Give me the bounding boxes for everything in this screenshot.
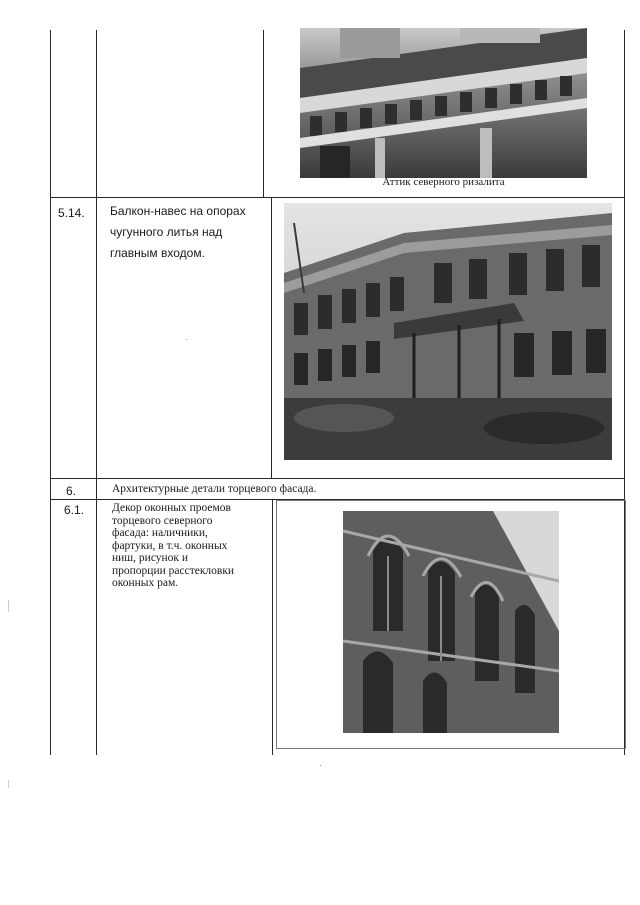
column-divider-1: [96, 30, 97, 755]
balcony-facade-photo: [284, 203, 612, 460]
table-border-right: [624, 30, 625, 198]
window-decor-line-5: ниш, рисунок и: [112, 552, 189, 564]
table-border-left: [50, 30, 51, 755]
table-border-right-b: [624, 198, 625, 478]
balcony-description: [110, 201, 266, 264]
window-decor-line-2: торцевого северного: [112, 514, 213, 527]
scan-speck: [320, 765, 321, 766]
window-decor-line-6: пропорции расстекловки: [112, 564, 235, 577]
window-decor-line-1: Декор оконных проемов: [112, 502, 231, 514]
scan-speck: [8, 600, 9, 612]
window-decor-line-4: фартуки, в т.ч. оконных: [112, 539, 228, 552]
row-number-6: 6.: [66, 484, 77, 498]
attic-photo: [300, 28, 587, 178]
row-divider-1: [50, 197, 625, 198]
window-decor-line-7: оконных рам.: [112, 577, 179, 589]
table-border-right-c: [624, 478, 625, 499]
row-number-6-1: 6.1.: [64, 503, 85, 517]
window-decor-line-3: фасада: наличники,: [112, 527, 208, 539]
row-number-5-14: 5.14.: [58, 206, 85, 220]
column-divider-2c: [272, 499, 273, 755]
balcony-description-line-3: главным входом.: [110, 246, 205, 260]
row-divider-2: [50, 478, 625, 479]
column-divider-2: [263, 30, 264, 198]
section-6-title: Архитектурные детали торцевого фасада.: [112, 483, 317, 495]
scan-speck: [8, 780, 9, 788]
attic-caption: Аттик северного ризалита: [382, 176, 505, 188]
window-decor-photo: [343, 511, 559, 733]
window-decor-description: [112, 502, 270, 590]
balcony-description-line-1: Балкон-навес на опорах: [110, 204, 246, 218]
column-divider-2b: [271, 198, 272, 478]
scan-speck: [186, 339, 187, 340]
balcony-description-line-2: чугунного литья над: [110, 225, 223, 239]
